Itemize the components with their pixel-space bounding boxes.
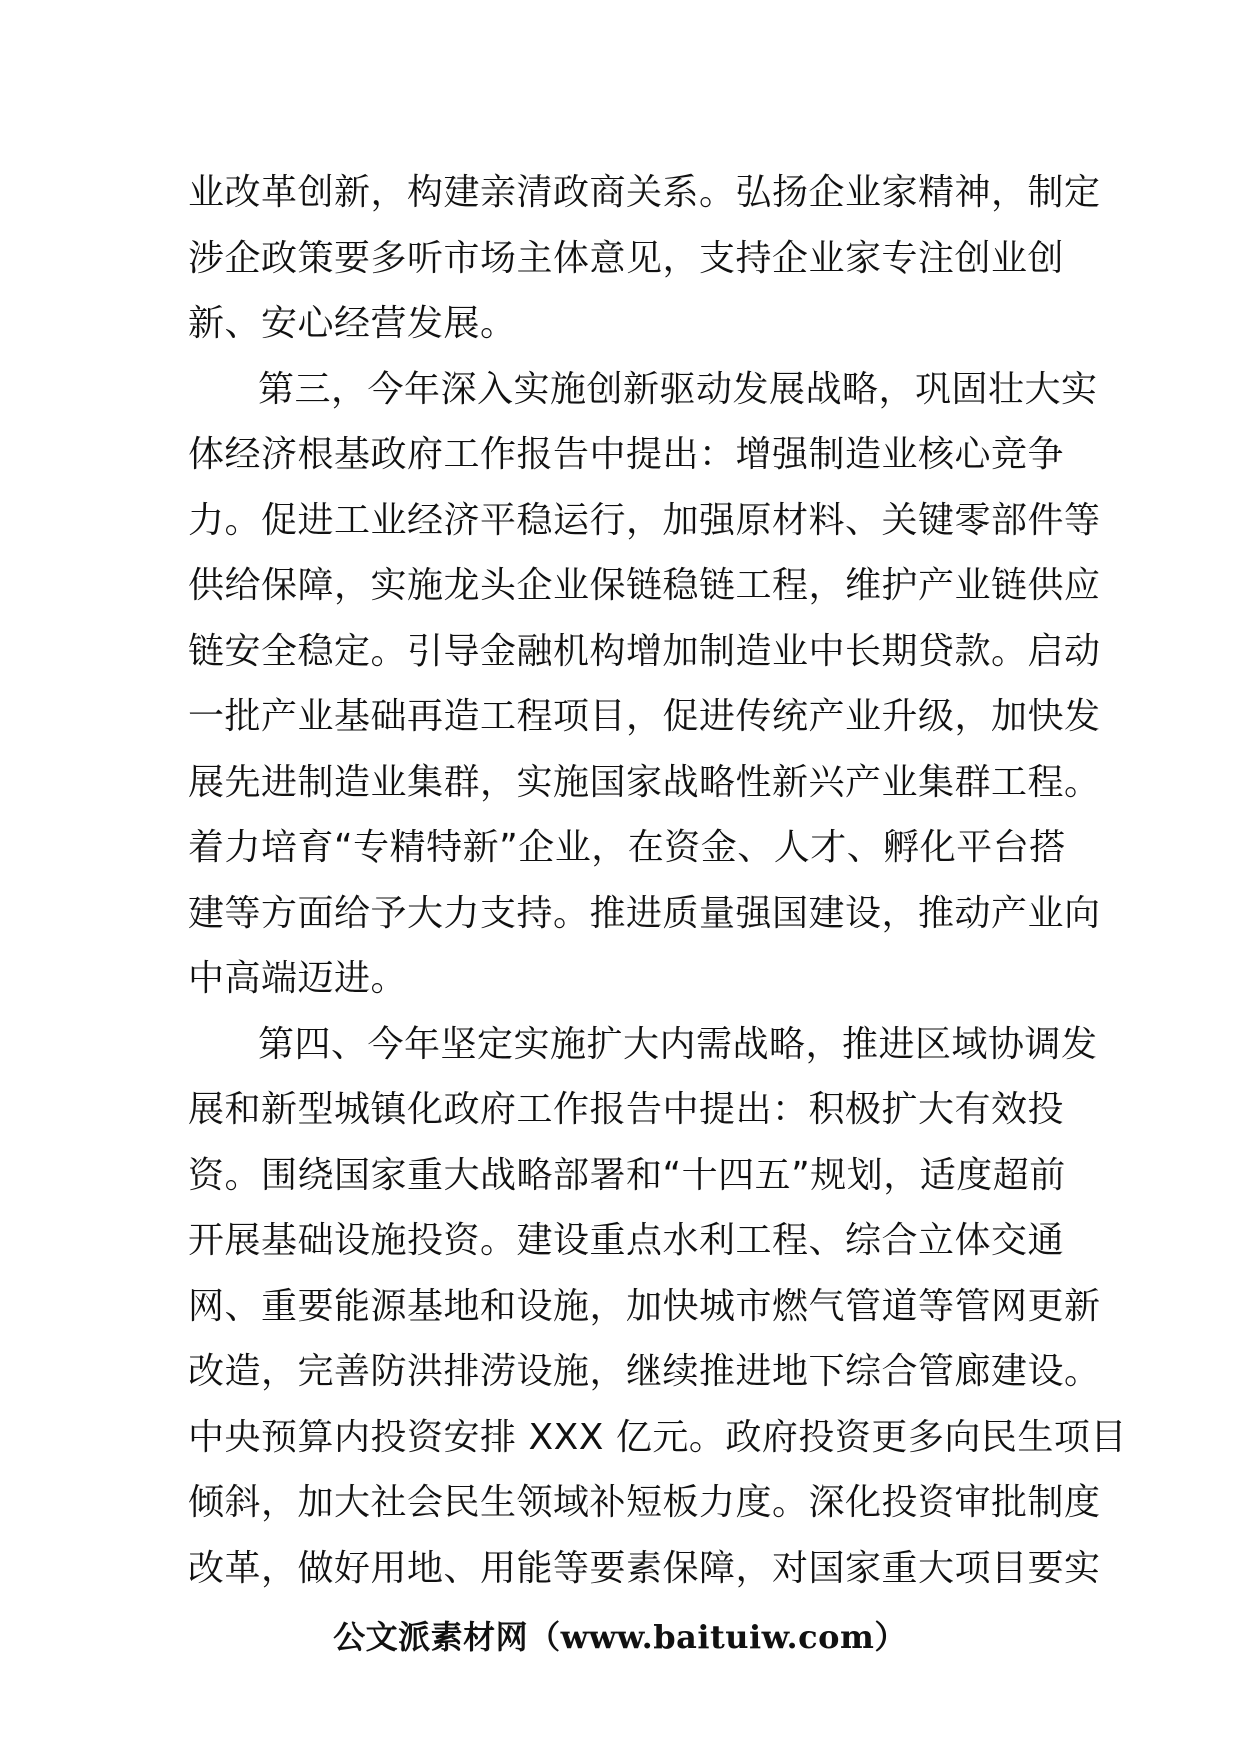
text-line: 改造，完善防洪排涝设施，继续推进地下综合管廊建设。 [188, 1351, 1101, 1392]
text-line: 体经济根基政府工作报告中提出：增强制造业核心竞争 [188, 434, 1065, 475]
text-line: 中高端迈进。 [188, 958, 408, 999]
footer-watermark: 公文派素材网（www.baituiw.com） [333, 1618, 907, 1656]
text-line: 展先进制造业集群，实施国家战略性新兴产业集群工程。 [188, 761, 1101, 803]
document-body [188, 160, 1127, 1601]
text-line: 链安全稳定。引导金融机构增加制造业中长期贷款。启动 [188, 630, 1101, 672]
text-line: 力。促进工业经济平稳运行，加强原材料、关键零部件等 [188, 499, 1101, 541]
text-line: 一批产业基础再造工程项目，促进传统产业升级，加快发 [188, 696, 1101, 737]
text-line: 第四、今年坚定实施扩大内需战略，推进区域协调发 [258, 1023, 1098, 1065]
text-line: 业改革创新，构建亲清政商关系。弘扬企业家精神，制定 [188, 172, 1101, 213]
text-line: 涉企政策要多听市场主体意见，支持企业家专注创业创 [188, 237, 1065, 279]
text-line: 开展基础设施投资。建设重点水利工程、综合立体交通 [188, 1220, 1065, 1261]
text-line: 展和新型城镇化政府工作报告中提出：积极扩大有效投 [188, 1089, 1065, 1130]
text-line: 第三，今年深入实施创新驱动发展战略，巩固壮大实 [258, 368, 1098, 410]
text-line: 新、安心经营发展。 [188, 303, 517, 344]
text-line: 供给保障，实施龙头企业保链稳链工程，维护产业链供应 [188, 565, 1101, 606]
text-line: 中央预算内投资安排 XXX 亿元。政府投资更多向民生项目 [188, 1416, 1127, 1458]
text-line: 建等方面给予大力支持。推进质量强国建设，推动产业向 [188, 892, 1101, 934]
text-line: 改革，做好用地、用能等要素保障，对国家重大项目要实 [188, 1547, 1101, 1589]
text-line: 网、重要能源基地和设施，加快城市燃气管道等管网更新 [188, 1285, 1101, 1327]
text-line: 资。围绕国家重大战略部署和“十四五”规划，适度超前 [188, 1154, 1066, 1196]
text-line: 倾斜，加大社会民生领域补短板力度。深化投资审批制度 [188, 1482, 1101, 1523]
text-line: 着力培育“专精特新”企业，在资金、人才、孵化平台搭 [188, 827, 1066, 868]
